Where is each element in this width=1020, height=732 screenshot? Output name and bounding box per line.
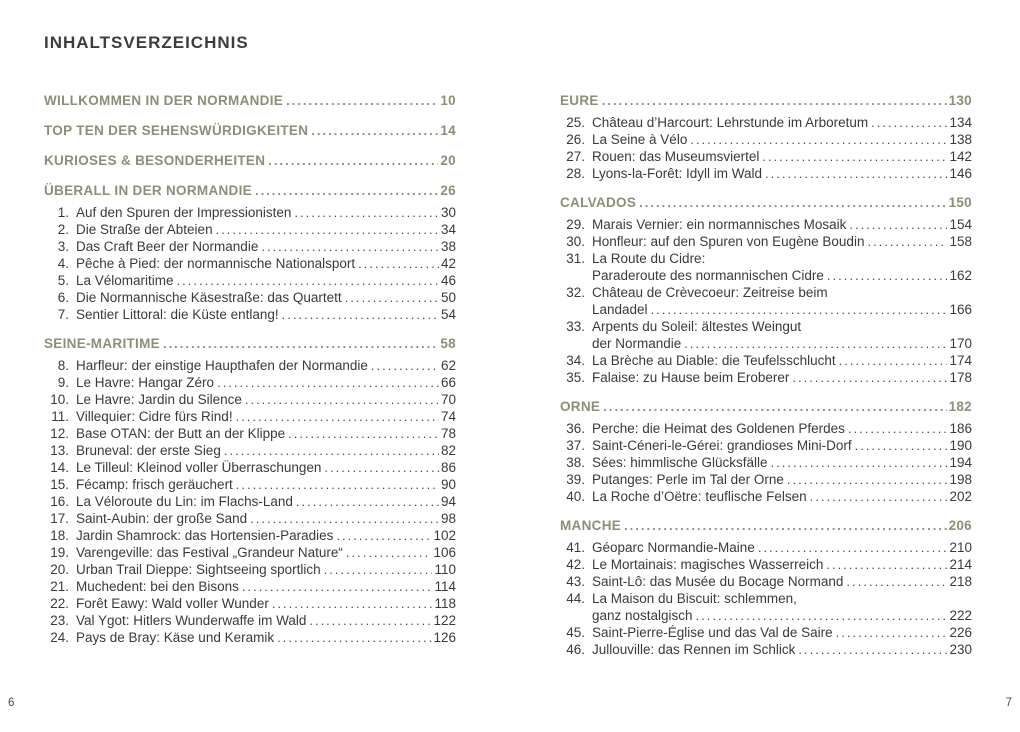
dot-leader: [311, 122, 438, 140]
toc-entry: [44, 255, 456, 272]
entry-number: 23.: [50, 613, 69, 628]
page-title: INHALTSVERZEICHNIS: [44, 33, 249, 52]
dot-leader: [286, 92, 438, 110]
entry-page-number: 90: [440, 477, 456, 492]
entry-page-number: 142: [949, 149, 972, 164]
section-heading-label: WILLKOMMEN IN DER NORMANDIE: [44, 93, 284, 108]
section-heading-row: [44, 182, 456, 200]
entry-page-number: 174: [949, 353, 972, 368]
dot-leader: [242, 578, 433, 595]
toc-entry: [560, 624, 972, 641]
toc-entry: [560, 420, 972, 437]
entry-number: 10.: [50, 392, 69, 407]
toc-entry: [44, 357, 456, 374]
entry-page-number: 110: [434, 562, 456, 577]
entry-number: 13.: [50, 443, 69, 458]
dot-leader: [836, 624, 948, 641]
dot-leader: [163, 335, 438, 353]
toc-section: [560, 398, 972, 505]
entry-title: der Normandie: [592, 336, 682, 351]
entry-title: Le Havre: Jardin du Silence: [76, 392, 242, 407]
entry-title: Val Ygot: Hitlers Wunderwaffe im Wald: [76, 613, 307, 628]
dot-leader: [272, 595, 433, 612]
toc-section: [560, 517, 972, 658]
entry-title: Paraderoute des normannischen Cidre: [592, 268, 824, 283]
toc-entry: [560, 318, 972, 335]
entry-number: 25.: [566, 115, 585, 130]
entry-page-number: 186: [949, 421, 972, 436]
entry-title: La Seine à Vélo: [592, 132, 688, 147]
entry-page-number: 118: [434, 596, 456, 611]
entry-number: 14.: [50, 460, 69, 475]
entry-title: Varengeville: das Festival „Grandeur Nature“: [76, 545, 343, 560]
entry-page-number: 162: [949, 268, 972, 283]
toc-section: [560, 92, 972, 182]
dot-leader: [758, 539, 948, 556]
toc-section: [560, 194, 972, 386]
entry-number: 39.: [566, 472, 585, 487]
entry-title: Sées: himmlische Glücksfälle: [592, 455, 768, 470]
entry-title: Le Mortainais: magisches Wasserreich: [592, 557, 824, 572]
entry-page-number: 166: [949, 302, 972, 317]
dot-leader: [217, 374, 439, 391]
entry-page-number: 126: [433, 630, 456, 645]
toc-entry: [44, 476, 456, 493]
entry-page-number: 210: [949, 540, 972, 555]
toc-entry: [560, 607, 972, 624]
dot-leader: [846, 573, 947, 590]
dot-leader: [651, 301, 948, 318]
entry-page-number: 42: [440, 256, 456, 271]
toc-entry: [44, 493, 456, 510]
section-heading-label: SEINE-MARITIME: [44, 336, 160, 351]
entry-title: Harfleur: der einstige Haupthafen der Normandie: [76, 358, 368, 373]
dot-leader: [255, 182, 438, 200]
section-page-number: 58: [440, 336, 456, 351]
entry-number: 24.: [50, 630, 69, 645]
section-heading-row: [560, 517, 972, 535]
entry-title: Saint-Pierre-Église und das Val de Saire: [592, 625, 833, 640]
entry-page-number: 102: [433, 528, 456, 543]
dot-leader: [177, 272, 439, 289]
toc-entry: [560, 454, 972, 471]
entry-number: 36.: [566, 421, 585, 436]
entry-page-number: 154: [949, 217, 972, 232]
toc-entry: [44, 204, 456, 221]
dot-leader: [848, 420, 948, 437]
entry-page-number: 178: [949, 370, 972, 385]
toc-entry: [560, 573, 972, 590]
entry-number: 5.: [57, 273, 69, 288]
dot-leader: [602, 92, 947, 110]
entry-number: 9.: [57, 375, 69, 390]
dot-leader: [216, 221, 439, 238]
section-heading-row: [44, 335, 456, 353]
entry-number: 28.: [566, 166, 585, 181]
entry-number: 46.: [566, 642, 585, 657]
dot-leader: [684, 335, 947, 352]
dot-leader: [282, 306, 439, 323]
toc-entry: [44, 561, 456, 578]
entry-number: 33.: [566, 319, 585, 334]
toc-entry: [560, 284, 972, 301]
entry-page-number: 202: [949, 489, 972, 504]
dot-leader: [288, 425, 439, 442]
entry-title: Auf den Spuren der Impressionisten: [76, 205, 292, 220]
toc-entry: [44, 306, 456, 323]
dot-leader: [639, 194, 946, 212]
entry-title: Saint-Lô: das Musée du Bocage Normand: [592, 574, 844, 589]
toc-entry: [560, 216, 972, 233]
entry-title: Jardin Shamrock: das Hortensien-Paradies: [76, 528, 334, 543]
section-heading-row: [44, 92, 456, 110]
toc-entry: [560, 471, 972, 488]
entry-number: 20.: [50, 562, 69, 577]
entry-number: 40.: [566, 489, 585, 504]
entry-number: 31.: [566, 251, 585, 266]
entry-page-number: 230: [949, 642, 972, 657]
entry-title: Rouen: das Museumsviertel: [592, 149, 760, 164]
entry-number: 26.: [566, 132, 585, 147]
entry-number: 21.: [50, 579, 69, 594]
toc-entry: [44, 374, 456, 391]
toc-entry: [560, 556, 972, 573]
entry-title: Le Havre: Hangar Zéro: [76, 375, 215, 390]
entry-page-number: 98: [440, 511, 456, 526]
dot-leader: [603, 398, 946, 416]
dot-leader: [690, 131, 947, 148]
entry-title: Fécamp: frisch geräuchert: [76, 477, 233, 492]
entry-number: 38.: [566, 455, 585, 470]
toc-entry: [44, 510, 456, 527]
entry-title: La Maison du Biscuit: schlemmen,: [592, 591, 797, 606]
toc-entry: [44, 221, 456, 238]
entry-title: Géoparc Normandie-Maine: [592, 540, 755, 555]
entry-page-number: 222: [949, 608, 972, 623]
entry-number: 22.: [50, 596, 69, 611]
section-page-number: 26: [440, 183, 456, 198]
section-heading-label: ORNE: [560, 399, 601, 414]
toc-entry: [44, 595, 456, 612]
dot-leader: [294, 204, 439, 221]
toc-entry: [44, 527, 456, 544]
section-heading-row: [560, 398, 972, 416]
entry-title: Die Normannische Käsestraße: das Quartett: [76, 290, 342, 305]
entry-number: 18.: [50, 528, 69, 543]
entry-title: Landadel: [592, 302, 648, 317]
entry-number: 16.: [50, 494, 69, 509]
toc-entry: [560, 233, 972, 250]
entry-title: La Véloroute du Lin: im Flachs-Land: [76, 494, 293, 509]
entry-number: 34.: [566, 353, 585, 368]
entry-page-number: 38: [440, 239, 456, 254]
section-heading-row: [560, 194, 972, 212]
dot-leader: [358, 255, 439, 272]
entry-title: Arpents du Soleil: ältestes Weingut: [592, 319, 802, 334]
toc-entry: [44, 612, 456, 629]
entry-title: Das Craft Beer der Normandie: [76, 239, 259, 254]
section-heading-row: [560, 92, 972, 110]
toc-entry: [44, 442, 456, 459]
dot-leader: [696, 607, 948, 624]
dot-leader: [867, 233, 947, 250]
entry-page-number: 66: [440, 375, 456, 390]
entry-page-number: 226: [949, 625, 972, 640]
entry-page-number: 86: [440, 460, 456, 475]
page-number-left: 6: [8, 697, 15, 709]
entry-title: Bruneval: der erste Sieg: [76, 443, 221, 458]
dot-leader: [250, 510, 439, 527]
entry-page-number: 62: [440, 358, 456, 373]
toc-entry: [44, 459, 456, 476]
entry-title: Muchedent: bei den Bisons: [76, 579, 239, 594]
entry-page-number: 146: [949, 166, 972, 181]
entry-number: 6.: [57, 290, 69, 305]
dot-leader: [849, 216, 947, 233]
toc-entry: [560, 369, 972, 386]
entry-number: 15.: [50, 477, 69, 492]
toc-column-left: [44, 92, 456, 646]
dot-leader: [324, 459, 439, 476]
entry-title: Jullouville: das Rennen im Schlick: [592, 642, 796, 657]
entry-page-number: 158: [949, 234, 972, 249]
dot-leader: [762, 148, 947, 165]
entry-number: 19.: [50, 545, 69, 560]
entry-number: 45.: [566, 625, 585, 640]
section-heading-label: TOP TEN DER SEHENSWÜRDIGKEITEN: [44, 123, 309, 138]
toc-entry: [560, 590, 972, 607]
dot-leader: [787, 471, 948, 488]
entry-page-number: 82: [440, 443, 456, 458]
section-heading-row: [44, 122, 456, 140]
dot-leader: [810, 488, 948, 505]
section-page-number: 20: [440, 153, 456, 168]
dot-leader: [236, 408, 439, 425]
entry-title: Château d’Harcourt: Lehrstunde im Arboretum: [592, 115, 869, 130]
toc-entry: [560, 131, 972, 148]
section-heading-label: CALVADOS: [560, 195, 637, 210]
entry-number: 17.: [50, 511, 69, 526]
section-heading-label: KURIOSES & BESONDERHEITEN: [44, 153, 266, 168]
entry-title: Château de Crèvecoeur: Zeitreise beim: [592, 285, 828, 300]
toc-entry: [560, 641, 972, 658]
toc-column-right: [560, 92, 972, 658]
entry-number: 32.: [566, 285, 585, 300]
dot-leader: [826, 556, 947, 573]
toc-section: [44, 182, 456, 323]
toc-entry: [44, 578, 456, 595]
entry-page-number: 194: [949, 455, 972, 470]
toc-section: [44, 335, 456, 646]
entry-page-number: 70: [440, 392, 456, 407]
toc-entry: [44, 629, 456, 646]
entry-page-number: 106: [433, 545, 456, 560]
entry-page-number: 170: [949, 336, 972, 351]
toc-entry: [44, 408, 456, 425]
entry-number: 30.: [566, 234, 585, 249]
toc-entry: [44, 544, 456, 561]
toc-entry: [44, 391, 456, 408]
entry-page-number: 74: [440, 409, 456, 424]
entry-number: 1.: [57, 205, 69, 220]
toc-section: [44, 152, 456, 170]
entry-number: 41.: [566, 540, 585, 555]
dot-leader: [268, 152, 438, 170]
toc-entry: [560, 437, 972, 454]
entry-page-number: 54: [440, 307, 456, 322]
entry-number: 27.: [566, 149, 585, 164]
entry-title: Putanges: Perle im Tal der Orne: [592, 472, 784, 487]
dot-leader: [765, 165, 947, 182]
entry-number: 43.: [566, 574, 585, 589]
entry-number: 29.: [566, 217, 585, 232]
entry-page-number: 198: [949, 472, 972, 487]
section-page-number: 182: [948, 399, 972, 414]
entry-title: Base OTAN: der Butt an der Klippe: [76, 426, 286, 441]
dot-leader: [309, 612, 431, 629]
entry-title: Honfleur: auf den Spuren von Eugène Boudin: [592, 234, 865, 249]
dot-leader: [336, 527, 431, 544]
section-page-number: 130: [948, 93, 972, 108]
section-heading-label: MANCHE: [560, 518, 622, 533]
dot-leader: [296, 493, 439, 510]
entry-number: 42.: [566, 557, 585, 572]
entry-page-number: 214: [949, 557, 972, 572]
dot-leader: [839, 352, 948, 369]
entry-page-number: 34: [440, 222, 456, 237]
entry-title: Marais Vernier: ein normannisches Mosaik: [592, 217, 847, 232]
entry-page-number: 122: [433, 613, 456, 628]
entry-number: 11.: [51, 409, 69, 424]
dot-leader: [277, 629, 431, 646]
entry-title: Perche: die Heimat des Goldenen Pferdes: [592, 421, 845, 436]
entry-title: Le Tilleul: Kleinod voller Überraschungen: [76, 460, 322, 475]
dot-leader: [236, 476, 439, 493]
dot-leader: [224, 442, 439, 459]
entry-number: 8.: [57, 358, 69, 373]
dot-leader: [624, 517, 947, 535]
entry-page-number: 190: [949, 438, 972, 453]
toc-entry: [560, 267, 972, 284]
entry-title: La Roche d’Oëtre: teuflische Felsen: [592, 489, 807, 504]
toc-entry: [560, 114, 972, 131]
toc-entry: [560, 250, 972, 267]
entry-title: Pêche à Pied: der normannische Nationalsport: [76, 256, 356, 271]
entry-page-number: 218: [949, 574, 972, 589]
entry-title: Sentier Littoral: die Küste entlang!: [76, 307, 279, 322]
dot-leader: [371, 357, 439, 374]
dot-leader: [261, 238, 439, 255]
entry-page-number: 50: [440, 290, 456, 305]
entry-title: Falaise: zu Hause beim Eroberer: [592, 370, 790, 385]
entry-title: Saint-Aubin: der große Sand: [76, 511, 248, 526]
entry-page-number: 46: [440, 273, 456, 288]
toc-entry: [560, 148, 972, 165]
toc-entry: [44, 289, 456, 306]
entry-page-number: 114: [434, 579, 456, 594]
entry-number: 12.: [50, 426, 69, 441]
section-page-number: 150: [948, 195, 972, 210]
entry-number: 7.: [57, 307, 69, 322]
entry-page-number: 138: [949, 132, 972, 147]
toc-entry: [560, 539, 972, 556]
section-page-number: 10: [440, 93, 456, 108]
entry-number: 44.: [566, 591, 585, 606]
dot-leader: [871, 114, 947, 131]
dot-leader: [346, 544, 432, 561]
dot-leader: [245, 391, 439, 408]
entry-title: Pays de Bray: Käse und Keramik: [76, 630, 275, 645]
dot-leader: [324, 561, 433, 578]
entry-page-number: 30: [440, 205, 456, 220]
toc-section: [44, 92, 456, 110]
dot-leader: [855, 437, 948, 454]
entry-number: 37.: [566, 438, 585, 453]
toc-entry: [560, 352, 972, 369]
section-page-number: 206: [948, 518, 972, 533]
dot-leader: [827, 267, 948, 284]
entry-title: La Vélomaritime: [76, 273, 174, 288]
page-number-right: 7: [1005, 697, 1012, 709]
entry-title: Lyons-la-Forêt: Idyll im Wald: [592, 166, 763, 181]
toc-entry: [560, 301, 972, 318]
entry-title: Die Straße der Abteien: [76, 222, 213, 237]
entry-number: 35.: [566, 370, 585, 385]
toc-entry: [44, 272, 456, 289]
toc-entry: [560, 165, 972, 182]
section-heading-label: EURE: [560, 93, 599, 108]
entry-title: La Route du Cidre:: [592, 251, 706, 266]
section-heading-label: ÜBERALL IN DER NORMANDIE: [44, 183, 252, 198]
section-page-number: 14: [440, 123, 456, 138]
entry-number: 2.: [57, 222, 69, 237]
entry-title: Villequier: Cidre fürs Rind!: [76, 409, 233, 424]
entry-title: Saint-Céneri-le-Gérei: grandioses Mini-Dorf: [592, 438, 852, 453]
toc-entry: [560, 335, 972, 352]
dot-leader: [345, 289, 439, 306]
toc-entry: [44, 425, 456, 442]
dot-leader: [792, 369, 947, 386]
toc-entry: [560, 488, 972, 505]
dot-leader: [771, 454, 948, 471]
entry-page-number: 134: [949, 115, 972, 130]
entry-title: ganz nostalgisch: [592, 608, 693, 623]
entry-page-number: 78: [440, 426, 456, 441]
entry-title: Forêt Eawy: Wald voller Wunder: [76, 596, 269, 611]
toc-section: [44, 122, 456, 140]
entry-number: 4.: [57, 256, 69, 271]
entry-title: La Brèche au Diable: die Teufelsschlucht: [592, 353, 836, 368]
section-heading-row: [44, 152, 456, 170]
toc-entry: [44, 238, 456, 255]
entry-title: Urban Trail Dieppe: Sightseeing sportlich: [76, 562, 321, 577]
entry-page-number: 94: [440, 494, 456, 509]
entry-number: 3.: [57, 239, 69, 254]
dot-leader: [798, 641, 947, 658]
